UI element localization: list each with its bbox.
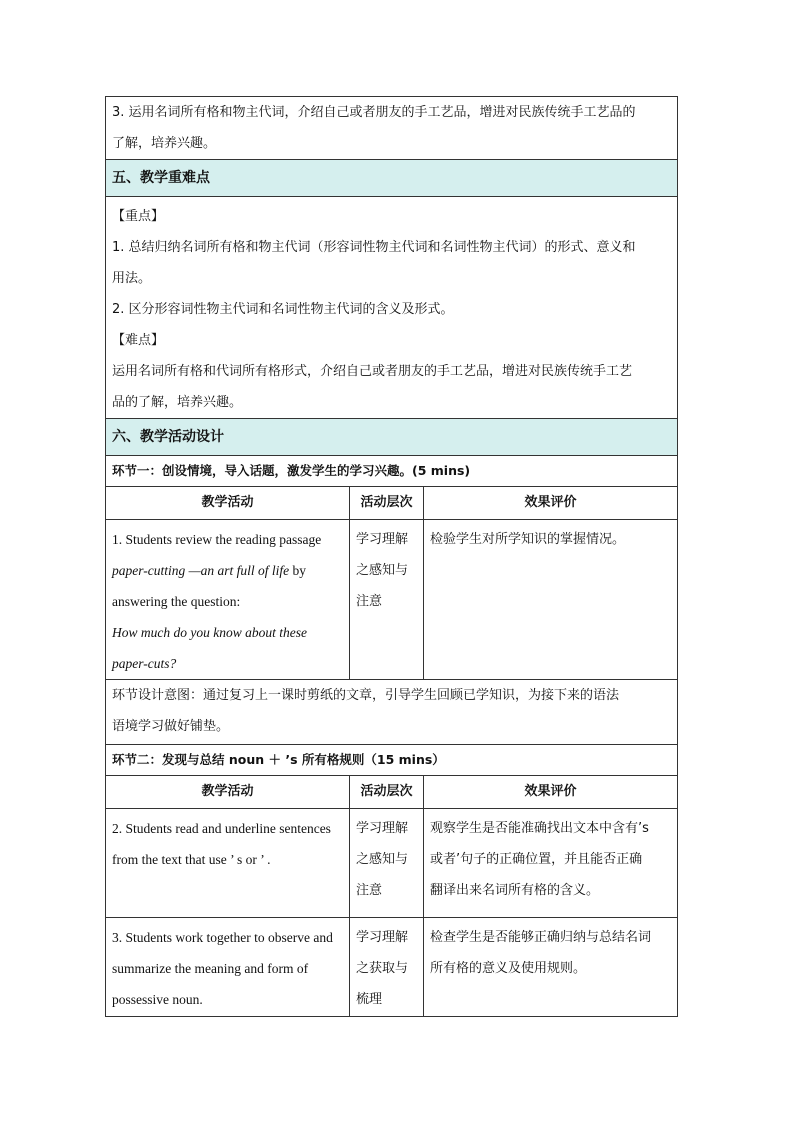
column-header-activity: 教学活动 — [106, 487, 350, 520]
step-2-activity-row-1 — [106, 809, 678, 918]
difficult-point-line-2: 品的了解，培养兴趣。 — [112, 395, 243, 410]
step-1-activity-cell — [106, 520, 350, 680]
step-1-activity-line-1: 1. Students review the reading passage — [112, 532, 322, 547]
step-2-row-1-level-cell — [350, 809, 424, 918]
step-1-intent-cell — [106, 680, 678, 745]
step-1-intent-line-1: 环节设计意图：通过复习上一课时剪纸的文章，引导学生回顾已学知识，为接下来的语法 — [112, 688, 620, 703]
objective-3-line-1: 3. 运用名词所有格和物主代词，介绍自己或者朋友的手工艺品，增进对民族传统手工艺品的 — [112, 105, 636, 120]
objective-3-line-2: 了解，培养兴趣。 — [112, 136, 217, 151]
objective-3-row — [106, 97, 678, 160]
step-2-row-2-level-line-1: 学习理解 — [356, 930, 409, 945]
key-points-label: 【重点】 — [112, 209, 165, 224]
column-header-level: 活动层次 — [350, 487, 424, 520]
step-2-row-2-level-line-3: 梳理 — [356, 992, 383, 1007]
step-2-activity-row-2 — [106, 918, 678, 1017]
step-2-row-1-evaluation-cell — [424, 809, 678, 918]
key-point-2: 2. 区分形容词性物主代词和名词性物主代词的含义及形式。 — [112, 302, 454, 317]
step-2-title: 环节二：发现与总结 noun ＋ ’s 所有格规则（15 mins） — [106, 745, 678, 776]
step-2-row-1-eval-line-3: 翻译出来名词所有格的含义。 — [430, 883, 600, 898]
section-5-body — [106, 197, 678, 419]
step-2-row-2-activity-line-3: possessive noun. — [112, 992, 203, 1007]
step-2-row-2-level-cell — [350, 918, 424, 1017]
section-5-body-row — [106, 197, 678, 419]
column-header-activity-2: 教学活动 — [106, 776, 350, 809]
step-2-title-row — [106, 745, 678, 776]
step-1-activity-line-2-tail: by — [289, 563, 306, 578]
section-5-header-row — [106, 160, 678, 197]
step-1-activity-line-2 — [112, 555, 343, 586]
step-1-level-cell — [350, 520, 424, 680]
difficult-point-line-1: 运用名词所有格和代词所有格形式，介绍自己或者朋友的手工艺品，增进对民族传统手工艺 — [112, 364, 633, 379]
step-2-column-header-row — [106, 776, 678, 809]
column-header-level-2: 活动层次 — [350, 776, 424, 809]
section-6-title: 六、教学活动设计 — [106, 419, 678, 456]
section-5-title: 五、教学重难点 — [106, 160, 678, 197]
step-2-row-2-activity-line-1: 3. Students work together to observe and — [112, 930, 333, 945]
step-2-row-1-eval-line-1: 观察学生是否能准确找出文本中含有’s — [430, 821, 649, 836]
step-2-row-1-activity-line-2: from the text that use ’ s or ’ . — [112, 852, 271, 867]
column-header-evaluation: 效果评价 — [424, 487, 678, 520]
step-2-row-2-eval-line-2: 所有格的意义及使用规则。 — [430, 961, 587, 976]
step-2-row-1-level-line-1: 学习理解 — [356, 821, 409, 836]
step-2-row-2-activity-line-2: summarize the meaning and form of — [112, 961, 309, 976]
step-1-level-line-2: 之感知与 — [356, 563, 409, 578]
lesson-plan-table — [105, 96, 678, 1017]
step-1-column-header-row — [106, 487, 678, 520]
step-1-activity-line-3: answering the question: — [112, 594, 241, 609]
step-2-row-2-eval-line-1: 检查学生是否能够正确归纳与总结名词 — [430, 930, 652, 945]
step-1-question-line-2: paper-cuts? — [112, 656, 177, 671]
key-point-1-line-2: 用法。 — [112, 271, 152, 286]
step-1-evaluation-cell — [424, 520, 678, 680]
step-1-evaluation: 检验学生对所学知识的掌握情况。 — [430, 532, 626, 547]
step-2-row-1-eval-line-2: 或者’句子的正确位置，并且能否正确 — [430, 852, 643, 867]
difficult-points-label: 【难点】 — [112, 333, 165, 348]
column-header-evaluation-2: 效果评价 — [424, 776, 678, 809]
step-2-row-1-level-line-3: 注意 — [356, 883, 383, 898]
objective-3-cell — [106, 97, 678, 160]
step-1-title-row — [106, 456, 678, 487]
step-2-row-1-activity-cell — [106, 809, 350, 918]
step-1-intent-row — [106, 680, 678, 745]
step-2-row-2-evaluation-cell — [424, 918, 678, 1017]
step-1-question-line-1: How much do you know about these — [112, 625, 307, 640]
section-6-header-row — [106, 419, 678, 456]
step-1-title: 环节一：创设情境，导入话题，激发学生的学习兴趣。(5 mins) — [106, 456, 678, 487]
passage-title: paper-cutting —an art full of life — [112, 563, 290, 578]
step-1-intent-line-2: 语境学习做好铺垫。 — [112, 719, 230, 734]
step-1-level-line-3: 注意 — [356, 594, 383, 609]
step-1-level-line-1: 学习理解 — [356, 532, 409, 547]
step-2-row-2-activity-cell — [106, 918, 350, 1017]
key-point-1-line-1: 1. 总结归纳名词所有格和物主代词（形容词性物主代词和名词性物主代词）的形式、意义和 — [112, 240, 636, 255]
step-2-row-1-activity-line-1: 2. Students read and underline sentences — [112, 821, 331, 836]
step-1-activity-row — [106, 520, 678, 680]
step-2-row-1-level-line-2: 之感知与 — [356, 852, 409, 867]
step-2-row-2-level-line-2: 之获取与 — [356, 961, 409, 976]
